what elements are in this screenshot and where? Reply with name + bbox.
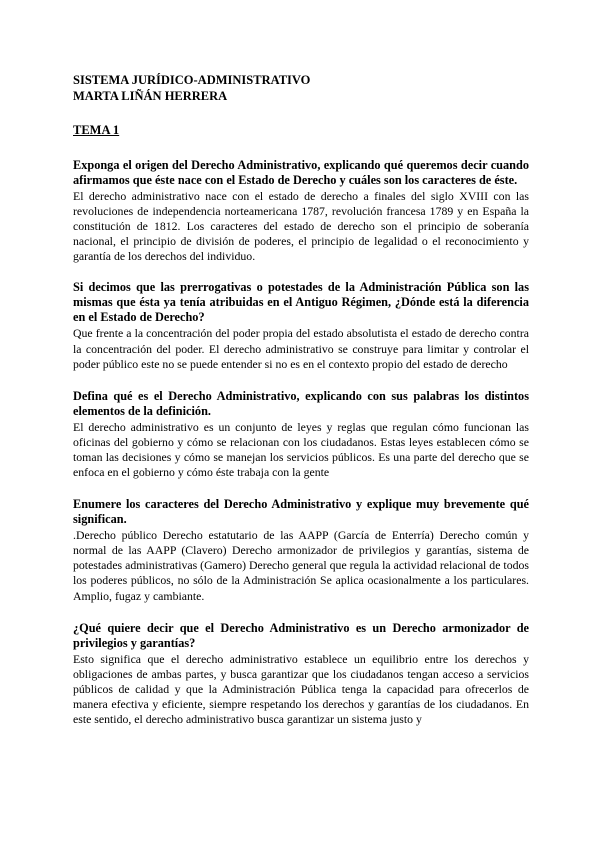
answer-text: Que frente a la concentración del poder propia del estado absolutista el estado de derecho contra la concentración del poder. El derecho administrativo se construye para limitar y controlar el poder público este no se puede entender si no es en el contexto propio del estado de derecho [73, 326, 529, 371]
question-text: Exponga el origen del Derecho Administrativo, explicando qué queremos decir cuando afirmamos que éste nace con el Estado de Derecho y cuáles son los caracteres de éste. [73, 158, 529, 187]
topic-heading: TEMA 1 [73, 123, 120, 137]
qa-section-1 [73, 158, 529, 264]
question-text: Defina qué es el Derecho Administrativo, explicando con sus palabras los distintos elementos de la definición. [73, 388, 529, 418]
document-page [73, 72, 529, 727]
qa-section-3 [73, 389, 529, 480]
qa-section-2 [73, 280, 529, 371]
answer-text: Esto significa que el derecho administrativo establece un equilibrio entre los derechos y obligaciones de ambas partes, y busca garantizar que los ciudadanos tengan acceso a servicios públicos de calidad y que la Administración Pública tenga la capacidad para ofrecerlos de manera efectiva y eficiente, siempre respetando los derechos y garantías de los ciudadanos. En este sentido, el derecho administrativo busca garantizar un sistema justo y [73, 651, 529, 726]
answer-text: El derecho administrativo es un conjunto de leyes y reglas que regulan cómo funcionan las oficinas del gobierno y cómo se relacionan con los ciudadanos. Estas leyes establecen cómo se toman las decisiones y cómo se manejan los servicios públicos. Es una parte del derecho que se enfoca en el gobierno y cómo éste trabaja con la gente [73, 419, 529, 480]
author-name: MARTA LIÑÁN HERRERA [73, 89, 228, 103]
course-title: SISTEMA JURÍDICO-ADMINISTRATIVO [73, 73, 311, 87]
question-text: Enumere los caracteres del Derecho Administrativo y explique muy brevemente qué significan. [73, 497, 529, 527]
answer-text: El derecho administrativo nace con el estado de derecho a finales del siglo XVIII con las revoluciones de independencia norteamericana 1787, revolución francesa 1789 y en España la constitución de 1812. Los caracteres del estado de derecho son el principio de soberanía nacional, el principio de división de poderes, el principio de legalidad o el reconocimiento y garantía de los derechos del individuo. [73, 189, 529, 264]
answer-text: .Derecho público Derecho estatutario de las AAPP (García de Enterría) Derecho común y normal de las AAPP (Clavero) Derecho armonizador de privilegios y garantías, sistema de potestades administrativas (Gamero) Derecho general que regula la actividad relacional de todos los poderes públicos, no sólo de la Administración Se aplica ocasionalmente a los particulares. Amplio, fugaz y cambiante. [73, 528, 529, 603]
qa-section-5 [73, 621, 529, 727]
qa-section-4 [73, 497, 529, 603]
question-text: ¿Qué quiere decir que el Derecho Administrativo es un Derecho armonizador de privilegios y garantías? [73, 620, 529, 650]
question-text: Si decimos que las prerrogativas o potestades de la Administración Pública son las mismas que ésta ya tenía atribuidas en el Antiguo Régimen, ¿Dónde está la diferencia en el Estado de Derecho? [73, 280, 529, 325]
